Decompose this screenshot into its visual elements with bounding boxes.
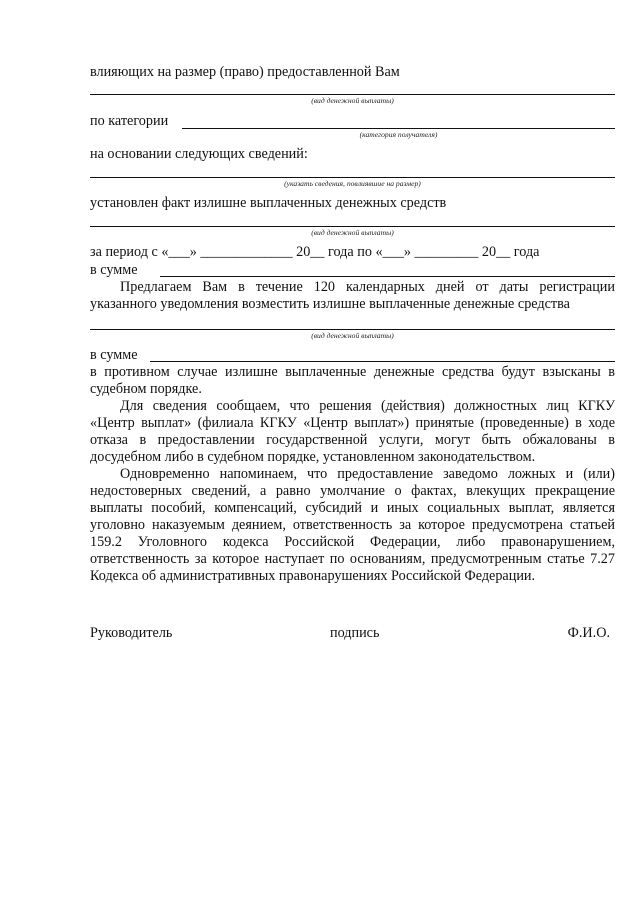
caption-basis: (указать сведения, повлиявшие на размер) [284,179,421,188]
basis-field [90,177,615,178]
appeal-paragraph: Для сведения сообщаем, что решения (действия) должностных лиц КГКУ «Центр выплат» (филиала КГКУ «Центр выплат») принятые (проведенные) в ходе отказа в предоставлении государственной услуги, могут быть обжалованы в досудебном либо в судебном порядке, установленном законодательством. [90,398,615,465]
caption-benefit-type-2: (вид денежной выплаты) [311,228,394,237]
collection-paragraph: в противном случае излишне выплаченные денежные средства будут взысканы в судебном порядке. [90,364,615,397]
period-line: за период с «___» _____________ 20__ года по «___» _________ 20__ года [90,244,540,260]
fact-line: установлен факт излишне выплаченных денежных средств [90,195,447,211]
benefit-type-field-1 [90,94,615,95]
benefit-type-field-2 [90,226,615,227]
caption-recipient-category: (категория получателя) [359,130,438,139]
full-name-label: Ф.И.О. [567,625,610,641]
basis-label: на основании следующих сведений: [90,146,308,162]
category-label: по категории [90,113,169,129]
signature-head-label: Руководитель [90,625,173,641]
sum-label-1: в сумме [90,262,138,278]
benefit-type-field-3 [90,329,615,330]
caption-benefit-type-1: (вид денежной выплаты) [311,96,394,105]
body-text [90,364,615,585]
signature-label: подпись [330,625,380,641]
caption-benefit-type-3: (вид денежной выплаты) [311,331,394,340]
offer-paragraph: Предлагаем Вам в течение 120 календарных дней от даты регистрации указанного уведомления возместить излишне выплаченные денежные средства [90,279,615,312]
intro-line: влияющих на размер (право) предоставленной Вам [90,64,400,80]
sum-field-1 [160,276,615,277]
category-field [182,128,615,129]
sum-label-2: в сумме [90,347,138,363]
sum-field-2 [150,361,615,362]
liability-paragraph: Одновременно напоминаем, что предоставление заведомо ложных и (или) недостоверных сведений, а равно умолчание о фактах, влекущих прекращение выплаты пособий, компенсаций, субсидий и иных социальных выплат, является уголовно наказуемым деянием, ответственность за которое предусмотрена статьей 159.2 Уголовного кодекса Российской Федерации, либо правонарушением, ответственность за которое наступает по основаниям, предусмотренным статье 7.27 Кодекса об административных правонарушениях Российской Федерации. [90,466,615,584]
